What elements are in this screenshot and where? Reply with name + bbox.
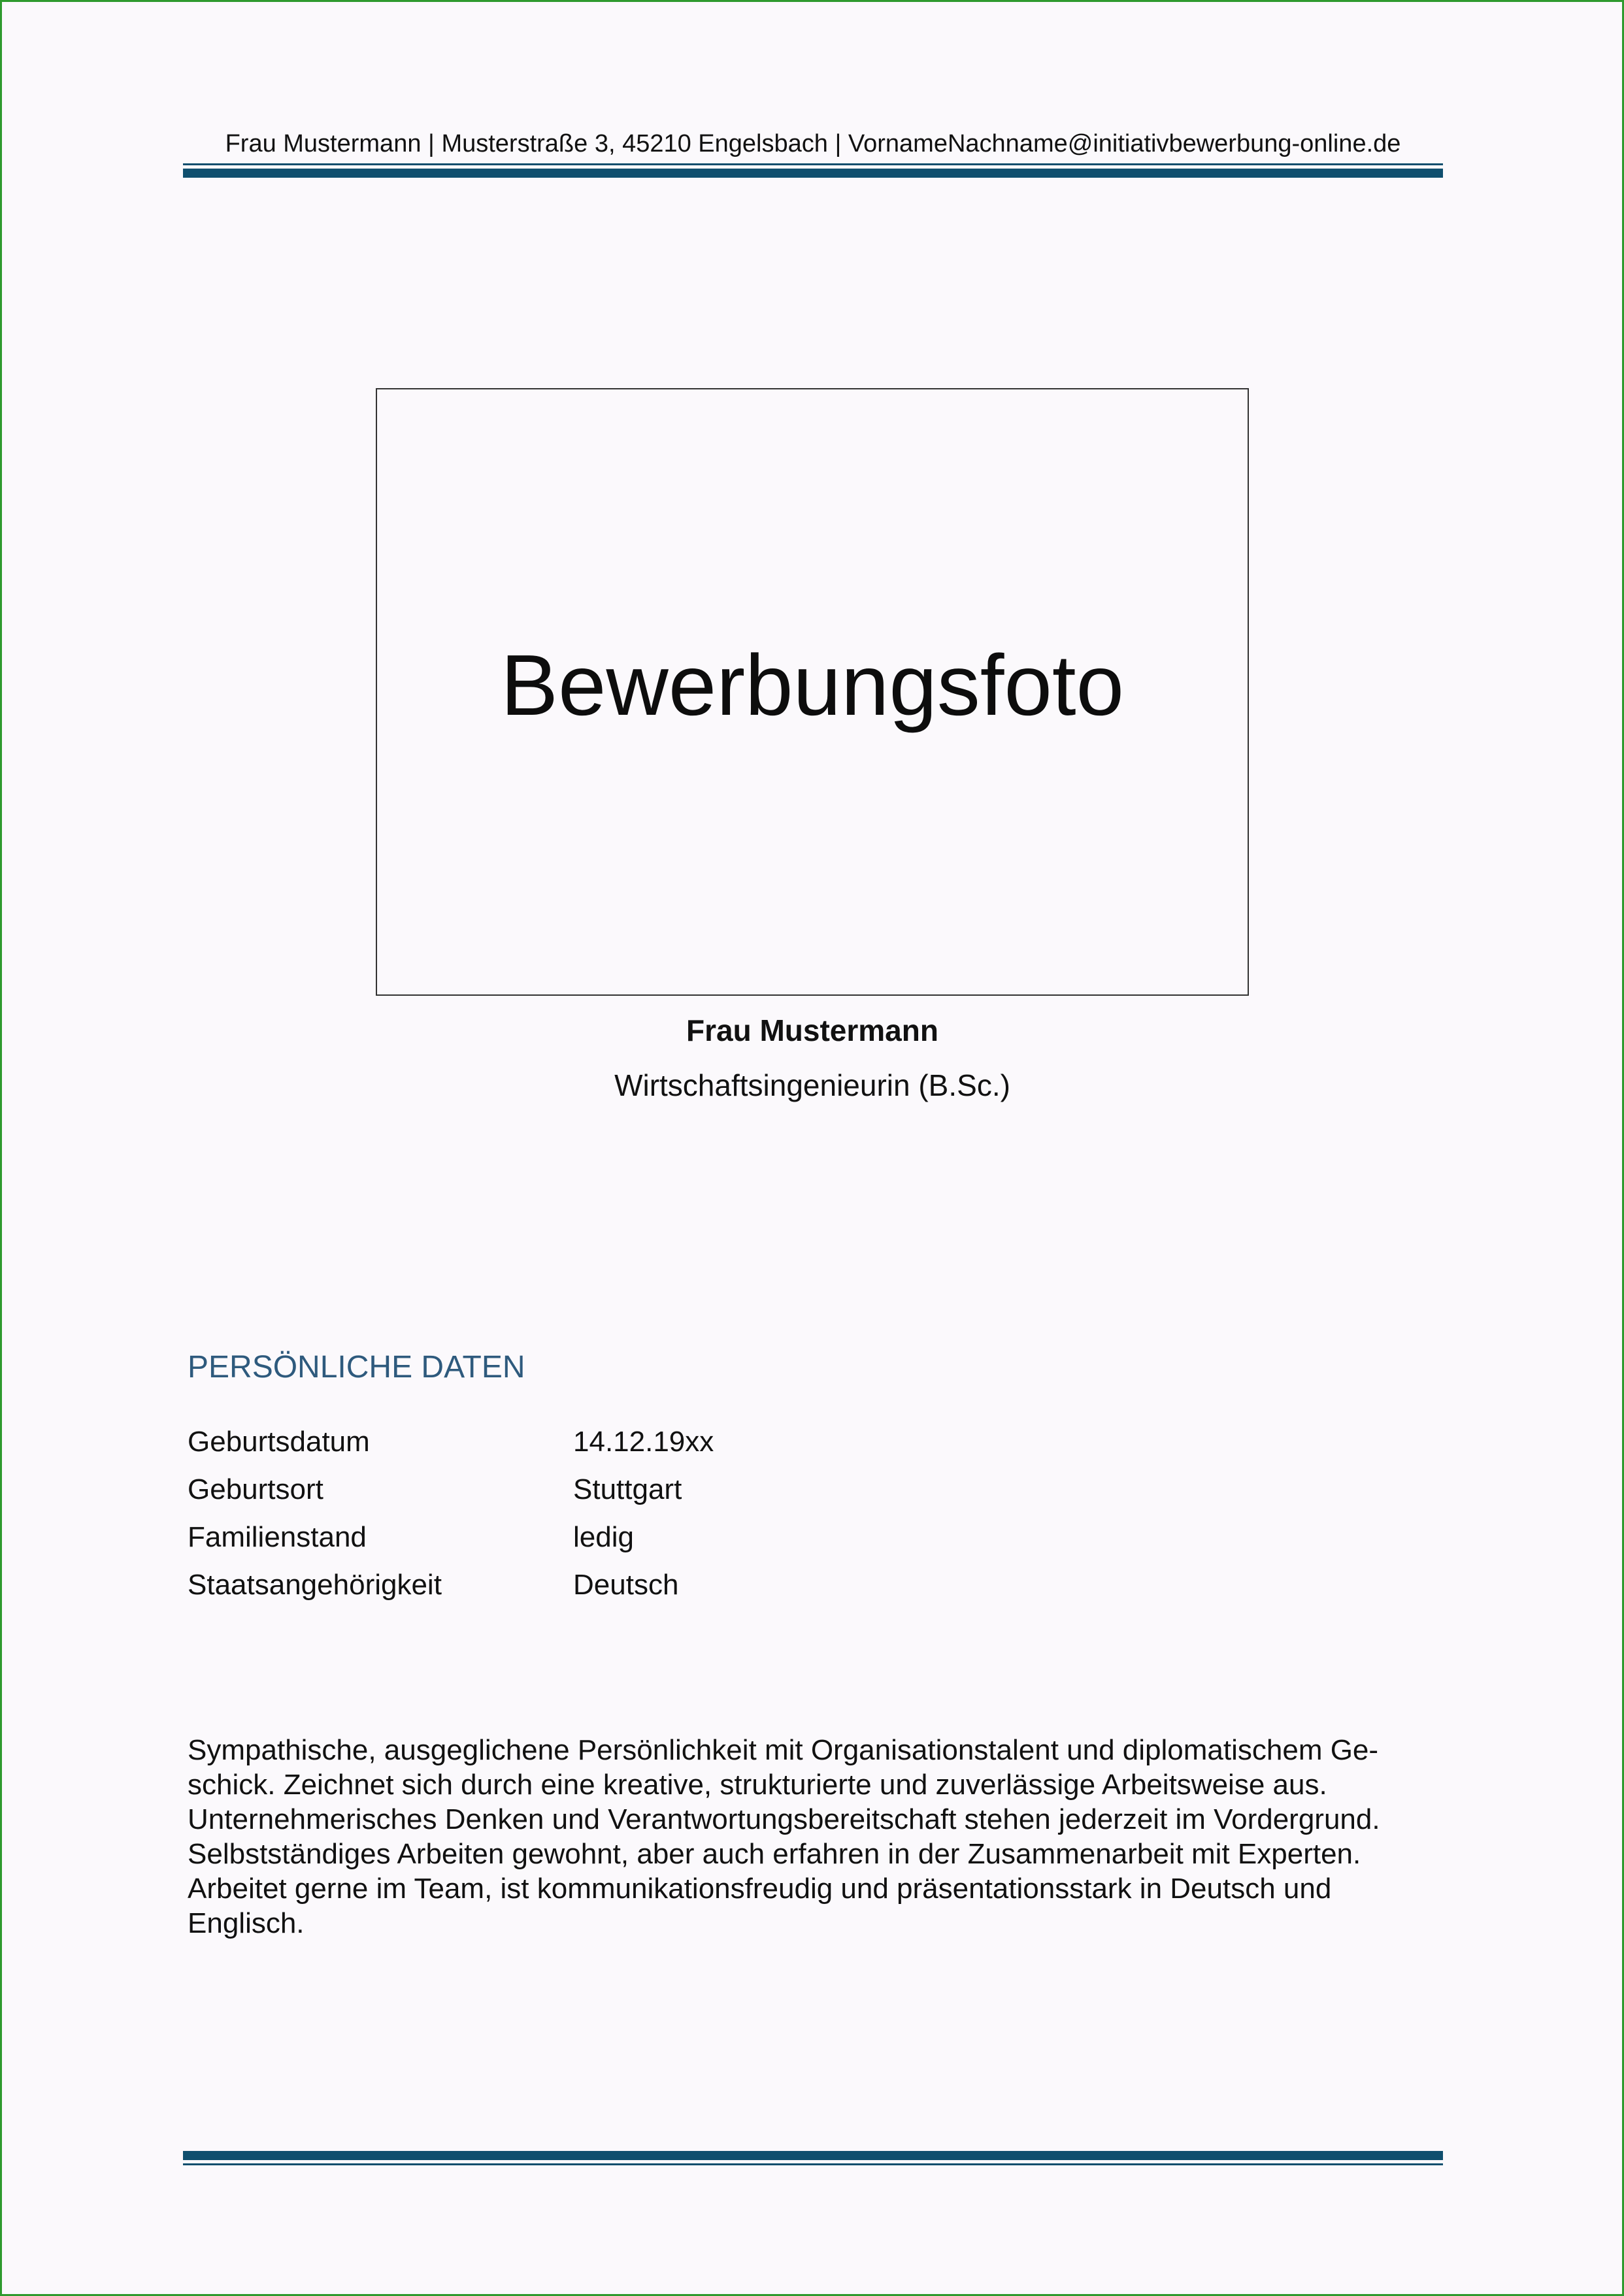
profile-line: Arbeitet gerne im Team, ist kommunikationsfreudig und präsentationsstark in Deutsch und bbox=[188, 1873, 1332, 1905]
personal-data-value: ledig bbox=[573, 1521, 634, 1553]
footer-rule-thick-line bbox=[183, 2151, 1443, 2160]
personal-data-value: Deutsch bbox=[573, 1569, 679, 1601]
profile-line: schick. Zeichnet sich durch eine kreative, strukturierte und zuverlässige Arbeitsweise aus. bbox=[188, 1769, 1327, 1801]
personal-data-label: Geburtsdatum bbox=[188, 1426, 370, 1458]
applicant-name: Frau Mustermann bbox=[686, 1013, 938, 1047]
personal-data-label: Familienstand bbox=[188, 1521, 367, 1553]
profile-paragraph bbox=[188, 1733, 1446, 1941]
section-heading-personal-data: PERSÖNLICHE DATEN bbox=[188, 1350, 525, 1385]
personal-data-label: Staatsangehörigkeit bbox=[188, 1569, 442, 1601]
profile-line: Sympathische, ausgeglichene Persönlichkeit mit Organisationstalent und diplomatischem Ge- bbox=[188, 1734, 1379, 1766]
profile-line: Unternehmerisches Denken und Verantwortungsbereitschaft stehen jederzeit im Vordergrund. bbox=[188, 1803, 1380, 1835]
header-rule bbox=[183, 163, 1443, 178]
personal-data-label: Geburtsort bbox=[188, 1473, 323, 1505]
personal-data-value: Stuttgart bbox=[573, 1473, 682, 1505]
personal-data-value: 14.12.19xx bbox=[573, 1426, 714, 1458]
header-contact-line: Frau Mustermann | Musterstraße 3, 45210 Engelsbach | VornameNachname@initiativbewerbung-online.de bbox=[225, 130, 1401, 157]
footer-rule-thin-line bbox=[183, 2163, 1443, 2165]
photo-placeholder-label: Bewerbungsfoto bbox=[501, 637, 1124, 733]
footer-rule bbox=[183, 2151, 1443, 2165]
applicant-profession: Wirtschaftsingenieurin (B.Sc.) bbox=[614, 1068, 1010, 1102]
header-rule-thick-line bbox=[183, 169, 1443, 178]
photo-placeholder bbox=[376, 388, 1249, 996]
profile-line: Selbstständiges Arbeiten gewohnt, aber auch erfahren in der Zusammenarbeit mit Experten. bbox=[188, 1838, 1361, 1870]
profile-line: Englisch. bbox=[188, 1907, 305, 1939]
